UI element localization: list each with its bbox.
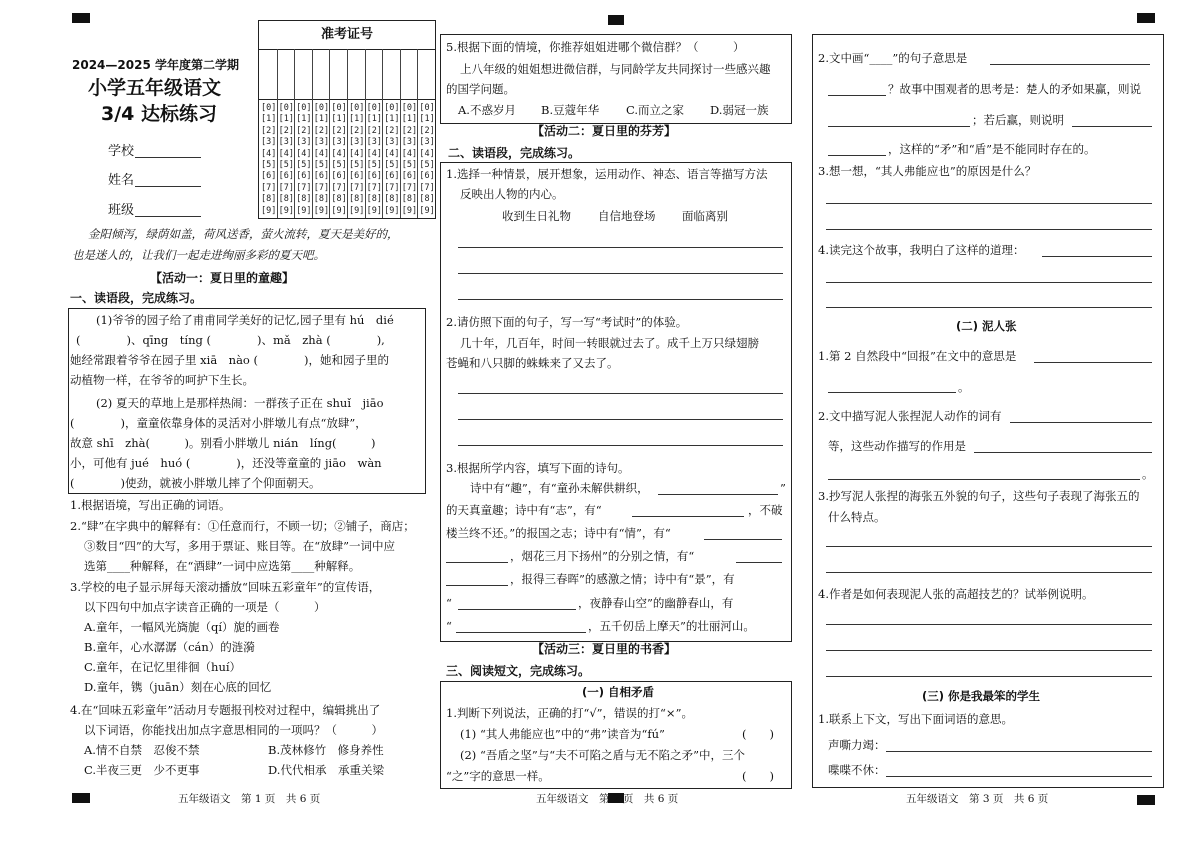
exam-id-column-divider bbox=[417, 49, 418, 218]
question-2: 2.“肆”在字典中的解释有：①任意而行，不顾一切；②铺子，商店； bbox=[70, 519, 415, 533]
answer-line[interactable] bbox=[990, 64, 1150, 65]
exam-id-digit-bubble[interactable]: [8] bbox=[313, 194, 330, 205]
exam-id-digit-bubble[interactable]: [6] bbox=[419, 171, 435, 182]
school-field[interactable] bbox=[135, 157, 201, 158]
exam-id-digit-bubble[interactable]: [3] bbox=[261, 137, 277, 148]
poem-line: “ bbox=[446, 619, 452, 633]
registration-mark bbox=[1137, 795, 1155, 805]
answer-line[interactable] bbox=[828, 95, 886, 96]
exam-id-digit-bubble[interactable]: [3] bbox=[401, 137, 418, 148]
exam-id-digit-bubble[interactable]: [9] bbox=[349, 205, 365, 216]
reading-title: (二) 泥人张 bbox=[956, 319, 1017, 333]
page-footer-1: 五年级语文 第 1 页 共 6 页 bbox=[178, 793, 321, 805]
question-3: 3.学校的电子显示屏每天滚动播放“回味五彩童年”的宣传语， bbox=[70, 580, 381, 594]
answer-paren[interactable]: ( ) bbox=[742, 769, 774, 783]
exam-id-digit-bubble[interactable]: [4] bbox=[296, 148, 312, 159]
exam-id-digit-bubble[interactable]: [0] bbox=[349, 103, 365, 113]
exam-id-digit-bubble[interactable]: [7] bbox=[349, 182, 365, 193]
exam-id-column-divider bbox=[294, 49, 295, 218]
exam-id-grid[interactable] bbox=[258, 20, 436, 219]
exam-id-digit-bubble[interactable]: [8] bbox=[401, 194, 418, 205]
exam-id-digit-bubble[interactable]: [3] bbox=[313, 137, 330, 148]
school-year: 2024—2025 学年度第二学期 bbox=[72, 58, 239, 72]
exam-id-digit-bubble[interactable]: [5] bbox=[384, 160, 400, 170]
exam-id-column-divider bbox=[312, 49, 313, 218]
reading-title: (一) 自相矛盾 bbox=[582, 685, 655, 699]
passage-line: (1)爷爷的园子给了甫甫同学美好的记忆,园子里有 hú dié bbox=[96, 313, 394, 327]
answer-line[interactable] bbox=[826, 229, 1152, 230]
exam-id-digit-bubble[interactable]: [0] bbox=[278, 103, 294, 113]
exam-id-digit-bubble[interactable]: [2] bbox=[419, 125, 435, 136]
exam-id-digit-bubble[interactable]: [5] bbox=[313, 160, 330, 170]
task-2: 2.请仿照下面的句子，写一写“考试时”的体验。 bbox=[446, 315, 688, 329]
registration-mark bbox=[72, 793, 90, 803]
exam-id-title: 准考证号 bbox=[259, 21, 435, 50]
answer-line[interactable] bbox=[826, 650, 1152, 651]
exam-id-digit-bubble[interactable]: [3] bbox=[278, 137, 294, 148]
exam-id-digit-bubble[interactable]: [1] bbox=[296, 114, 312, 125]
exam-id-digit-bubble[interactable]: [9] bbox=[419, 205, 435, 216]
exam-id-digit-bubble[interactable]: [9] bbox=[278, 205, 294, 216]
exam-id-digit-bubble[interactable]: [2] bbox=[331, 125, 347, 136]
period: 。 bbox=[1142, 467, 1154, 481]
exam-id-digit-bubble[interactable]: [2] bbox=[296, 125, 312, 136]
passage-line: ( )使劲，就被小胖墩儿摔了个仰面朝天。 bbox=[70, 476, 321, 490]
answer-line[interactable] bbox=[826, 676, 1152, 677]
exam-id-digit-bubble[interactable]: [4] bbox=[278, 148, 294, 159]
exam-id-digit-bubble[interactable]: [7] bbox=[313, 182, 330, 193]
exam-id-digit-bubble[interactable]: [9] bbox=[296, 205, 312, 216]
answer-line[interactable] bbox=[974, 452, 1152, 453]
exam-id-digit-bubble[interactable]: [8] bbox=[419, 194, 435, 205]
exam-id-digit-bubble[interactable]: [7] bbox=[331, 182, 347, 193]
exam-id-digit-bubble[interactable]: [9] bbox=[384, 205, 400, 216]
exam-id-digit-bubble[interactable]: [0] bbox=[296, 103, 312, 113]
class-label: 班级 bbox=[108, 203, 135, 218]
passage-line: (2) 夏天的草地上是那样热闹：一群孩子正在 shuǐ jiāo bbox=[96, 396, 384, 410]
exam-id-digit-bubble[interactable]: [5] bbox=[419, 160, 435, 170]
exam-id-digit-bubble[interactable]: [5] bbox=[349, 160, 365, 170]
question-5: 5.根据下面的情境，你推荐姐姐进哪个微信群？（ ） bbox=[446, 40, 745, 54]
exam-id-digit-bubble[interactable]: [8] bbox=[349, 194, 365, 205]
exam-id-digit-bubble[interactable]: [2] bbox=[384, 125, 400, 136]
question-2: ？故事中围观者的思考是：楚人的矛如果赢，则说 bbox=[888, 82, 1141, 96]
exam-id-column-divider bbox=[329, 49, 330, 218]
exam-id-digit-bubble[interactable]: [9] bbox=[313, 205, 330, 216]
scenario-option[interactable]: 自信地登场 bbox=[598, 209, 656, 223]
exam-id-digit-bubble[interactable]: [6] bbox=[278, 171, 294, 182]
registration-mark bbox=[72, 13, 90, 23]
answer-line[interactable] bbox=[458, 247, 783, 248]
exam-id-digit-bubble[interactable]: [7] bbox=[296, 182, 312, 193]
exam-id-digit-bubble[interactable]: [1] bbox=[313, 114, 330, 125]
intro-line-1: 金阳倾泻，绿荫如盖，荷风送香，萤火流转，夏天是美好的， bbox=[88, 227, 399, 241]
poem-blank[interactable] bbox=[658, 494, 778, 495]
question-2: 2.文中画“____”的句子意思是 bbox=[818, 51, 968, 65]
answer-line[interactable] bbox=[1010, 422, 1152, 423]
answer-line[interactable] bbox=[826, 307, 1152, 308]
option-d[interactable]: D.代代相承 承重关梁 bbox=[268, 763, 384, 777]
name-field[interactable] bbox=[135, 186, 201, 187]
exam-id-digit-bubble[interactable]: [0] bbox=[401, 103, 418, 113]
reading-title: (三) 你是我最笨的学生 bbox=[922, 689, 1041, 703]
exam-id-digit-bubble[interactable]: [7] bbox=[278, 182, 294, 193]
exam-id-digit-bubble[interactable]: [8] bbox=[384, 194, 400, 205]
answer-line[interactable] bbox=[458, 273, 783, 274]
answer-line[interactable] bbox=[828, 126, 970, 127]
page-footer-3: 五年级语文 第 3 页 共 6 页 bbox=[906, 793, 1049, 805]
poem-line: ，报得三春晖”的感激之情；诗中有“景”，有 bbox=[510, 572, 735, 586]
judge-item: (1) “其人弗能应也”中的“弗”读音为“fú” bbox=[460, 727, 665, 741]
question-3: 3.想一想，“其人弗能应也”的原因是什么？ bbox=[818, 164, 1037, 178]
exam-id-digit-bubble[interactable]: [3] bbox=[296, 137, 312, 148]
passage-line: 她经常跟着爷爷在园子里 xiā nào ( )，她和园子里的 bbox=[70, 353, 389, 367]
reading-3-q1: 1.联系上下文，写出下面词语的意思。 bbox=[818, 712, 1013, 726]
answer-line[interactable] bbox=[826, 624, 1152, 625]
exam-id-digit-bubble[interactable]: [1] bbox=[331, 114, 347, 125]
exam-id-digit-bubble[interactable]: [5] bbox=[401, 160, 418, 170]
vocab-word: 声嘶力竭： bbox=[828, 738, 886, 752]
exam-id-digit-bubble[interactable]: [1] bbox=[401, 114, 418, 125]
exam-id-digit-bubble[interactable]: [9] bbox=[331, 205, 347, 216]
exam-id-digit-bubble[interactable]: [1] bbox=[384, 114, 400, 125]
option-d[interactable]: D.童年，镌（juān）刻在心底的回忆 bbox=[84, 680, 272, 694]
poem-line: “ bbox=[446, 596, 452, 610]
exam-id-digit-bubble[interactable]: [2] bbox=[261, 125, 277, 136]
answer-line[interactable] bbox=[1042, 256, 1152, 257]
answer-line[interactable] bbox=[458, 393, 783, 394]
task-3: 3.根据所学内容，填写下面的诗句。 bbox=[446, 461, 630, 475]
exam-id-digit-bubble[interactable]: [9] bbox=[401, 205, 418, 216]
poem-blank[interactable] bbox=[446, 562, 508, 563]
reading-2-q2: 等，这些动作描写的作用是 bbox=[828, 439, 966, 453]
exam-id-digit-bubble[interactable]: [1] bbox=[366, 114, 382, 125]
option-b[interactable]: B.茂林修竹 修身养性 bbox=[268, 743, 384, 757]
answer-line[interactable] bbox=[1034, 362, 1152, 363]
exam-id-digit-bubble[interactable]: [2] bbox=[401, 125, 418, 136]
poem-blank[interactable] bbox=[456, 632, 586, 633]
poem-line: ，不破 bbox=[748, 503, 783, 517]
task-1: 反映出人物的内心。 bbox=[460, 187, 564, 201]
exam-id-digit-bubble[interactable]: [6] bbox=[296, 171, 312, 182]
exam-id-digit-bubble[interactable]: [0] bbox=[419, 103, 435, 113]
writing-box bbox=[440, 162, 792, 642]
exam-id-digit-bubble[interactable]: [9] bbox=[261, 205, 277, 216]
exam-id-digit-bubble[interactable]: [3] bbox=[349, 137, 365, 148]
reading-2-q4: 4.作者是如何表现泥人张的高超技艺的？试举例说明。 bbox=[818, 587, 1094, 601]
exam-id-digit-bubble[interactable]: [7] bbox=[419, 182, 435, 193]
answer-line[interactable] bbox=[1072, 126, 1152, 127]
question-4: 4.在“回味五彩童年”活动月专题报刊校对过程中，编辑挑出了 bbox=[70, 703, 381, 717]
poem-line: ，烟花三月下扬州”的分别之情，有“ bbox=[510, 549, 695, 563]
answer-line[interactable] bbox=[826, 572, 1152, 573]
question-5-context: 上八年级的姐姐想进微信群，与同龄学友共同探讨一些感兴趣 bbox=[460, 62, 771, 76]
answer-line[interactable] bbox=[458, 299, 783, 300]
activity-3-heading: 【活动三：夏日里的书香】 bbox=[532, 642, 677, 656]
answer-line[interactable] bbox=[828, 479, 1140, 480]
exam-id-digit-bubble[interactable]: [3] bbox=[331, 137, 347, 148]
passage-line: 小，可他有 jué huó ( )，还没等童童的 jiāo wàn bbox=[70, 456, 382, 470]
answer-line[interactable] bbox=[886, 751, 1152, 752]
exam-id-digit-bubble[interactable]: [4] bbox=[331, 148, 347, 159]
exam-id-digit-bubble[interactable]: [6] bbox=[261, 171, 277, 182]
exam-id-column-divider bbox=[347, 49, 348, 218]
option-b[interactable]: B.豆蔻年华 bbox=[541, 103, 600, 117]
exam-id-digit-bubble[interactable]: [2] bbox=[278, 125, 294, 136]
exam-subtitle: 3/4 达标练习 bbox=[101, 103, 217, 125]
option-a[interactable]: A.童年，一幅风光旖旎（qí）旎的画卷 bbox=[84, 620, 280, 634]
exam-id-digit-bubble[interactable]: [1] bbox=[349, 114, 365, 125]
poem-line: ，五千仞岳上摩天”的壮丽河山。 bbox=[588, 619, 755, 633]
task-2-example: 几十年，几百年，时间一转眼就过去了。成千上万只绿翅膀 bbox=[460, 336, 759, 350]
answer-line[interactable] bbox=[826, 203, 1152, 204]
option-c[interactable]: C.半夜三更 少不更事 bbox=[84, 763, 200, 777]
exam-title: 小学五年级语文 bbox=[88, 77, 222, 99]
exam-id-digit-bubble[interactable]: [6] bbox=[384, 171, 400, 182]
task-2-example: 苍蝇和八只脚的蛛蛛来了又去了。 bbox=[446, 356, 619, 370]
exam-id-digit-bubble[interactable]: [4] bbox=[261, 148, 277, 159]
passage-line: 故意 shī zhà( )。别看小胖墩儿 nián líng( ) bbox=[70, 436, 376, 450]
exam-id-column-divider bbox=[277, 49, 278, 218]
option-a[interactable]: A.情不自禁 忍俊不禁 bbox=[84, 743, 200, 757]
reading-2-q3: 什么特点。 bbox=[828, 510, 886, 524]
exam-id-digit-bubble[interactable]: [5] bbox=[366, 160, 382, 170]
name-label: 姓名 bbox=[108, 173, 135, 188]
question-5-context: 的国学问题。 bbox=[446, 82, 515, 96]
answer-line[interactable] bbox=[826, 282, 1152, 283]
vocab-word: 喋喋不休： bbox=[828, 763, 886, 777]
exam-id-digit-bubble[interactable]: [2] bbox=[349, 125, 365, 136]
answer-line[interactable] bbox=[826, 546, 1152, 547]
exam-id-digit-bubble[interactable]: [8] bbox=[366, 194, 382, 205]
poem-line: 的天真童趣；诗中有“志”，有“ bbox=[446, 503, 602, 517]
passage-line: 动植物一样，在爷爷的呵护下生长。 bbox=[70, 373, 254, 387]
passage-line: ( )，童童依靠身体的灵活对小胖墩儿有点“放肆”， bbox=[70, 416, 367, 430]
option-b[interactable]: B.童年，心水潺潺（cán）的涟漪 bbox=[84, 640, 255, 654]
poem-blank[interactable] bbox=[736, 562, 782, 563]
exam-id-digit-bubble[interactable]: [1] bbox=[278, 114, 294, 125]
exam-id-digit-bubble[interactable]: [8] bbox=[261, 194, 277, 205]
task-1: 1.选择一种情景，展开想象，运用动作、神态、语言等描写方法 bbox=[446, 167, 768, 181]
exam-id-digit-bubble[interactable]: [0] bbox=[366, 103, 382, 113]
scenario-option[interactable]: 面临离别 bbox=[682, 209, 728, 223]
question-4: 以下词语，你能找出加点字意思相同的一项吗？（ ） bbox=[84, 723, 383, 737]
exam-id-digit-bubble[interactable]: [8] bbox=[331, 194, 347, 205]
exam-id-digit-bubble[interactable]: [3] bbox=[384, 137, 400, 148]
question-2: ③数目“四”的大写，多用于票证、账目等。在“放肆”一词中应 bbox=[84, 539, 396, 553]
exam-id-digit-bubble[interactable]: [5] bbox=[278, 160, 294, 170]
registration-mark bbox=[608, 15, 624, 25]
reading-2-q3: 3.抄写泥人张捏的海张五外貌的句子，这些句子表现了海张五的 bbox=[818, 489, 1140, 503]
exam-id-digit-bubble[interactable]: [0] bbox=[261, 103, 277, 113]
exam-id-column-divider bbox=[382, 49, 383, 218]
exam-id-digit-bubble[interactable]: [4] bbox=[401, 148, 418, 159]
exam-id-digit-bubble[interactable]: [1] bbox=[261, 114, 277, 125]
activity-1-heading: 【活动一：夏日里的童趣】 bbox=[150, 271, 295, 285]
page-footer-2: 五年级语文 第 2 页 共 6 页 bbox=[536, 793, 679, 805]
judge-question: 1.判断下列说法，正确的打“√”，错误的打“×”。 bbox=[446, 706, 693, 720]
class-field[interactable] bbox=[135, 216, 201, 217]
exam-id-digit-bubble[interactable]: [8] bbox=[278, 194, 294, 205]
question-2: ，这样的“矛”和“盾”是不能同时存在的。 bbox=[888, 142, 1096, 156]
exam-id-column-divider bbox=[400, 49, 401, 218]
exam-id-digit-bubble[interactable]: [5] bbox=[261, 160, 277, 170]
option-c[interactable]: C.而立之家 bbox=[626, 103, 685, 117]
exam-id-digit-bubble[interactable]: [7] bbox=[261, 182, 277, 193]
exam-id-digit-bubble[interactable]: [0] bbox=[313, 103, 330, 113]
exam-id-digit-bubble[interactable]: [7] bbox=[401, 182, 418, 193]
option-c[interactable]: C.童年，在记忆里徘徊（huí） bbox=[84, 660, 242, 674]
exam-id-digit-bubble[interactable]: [3] bbox=[419, 137, 435, 148]
exam-id-digit-bubble[interactable]: [6] bbox=[313, 171, 330, 182]
poem-blank[interactable] bbox=[632, 516, 744, 517]
judge-item: “之”字的意思一样。 bbox=[446, 769, 550, 783]
section-1-heading: 一、读语段，完成练习。 bbox=[70, 291, 203, 305]
question-3: 以下四句中加点字读音正确的一项是（ ） bbox=[84, 600, 326, 614]
reading-2-q1: 1.第 2 自然段中“回报”在文中的意思是 bbox=[818, 349, 1017, 363]
scenario-option[interactable]: 收到生日礼物 bbox=[502, 209, 571, 223]
poem-line: 诗中有“趣”，有“童孙未解供耕织， bbox=[470, 481, 649, 495]
answer-line[interactable] bbox=[458, 419, 783, 420]
reading-2-q2: 2.文中描写泥人张捏泥人动作的词有 bbox=[818, 409, 1002, 423]
exam-id-digit-bubble[interactable]: [6] bbox=[331, 171, 347, 182]
exam-id-digit-bubble[interactable]: [6] bbox=[349, 171, 365, 182]
question-2: 选第____种解释，在“酒肆”一词中应选第____种解释。 bbox=[84, 559, 361, 573]
exam-id-digit-bubble[interactable]: [4] bbox=[349, 148, 365, 159]
exam-id-digit-bubble[interactable]: [2] bbox=[366, 125, 382, 136]
exam-id-digit-bubble[interactable]: [6] bbox=[401, 171, 418, 182]
exam-id-digit-bubble[interactable]: [3] bbox=[366, 137, 382, 148]
intro-line-2: 也是迷人的，让我们一起走进绚丽多彩的夏天吧。 bbox=[72, 248, 325, 262]
exam-id-digit-bubble[interactable]: [8] bbox=[296, 194, 312, 205]
section-2-heading: 二、读语段，完成练习。 bbox=[448, 146, 581, 160]
period: 。 bbox=[958, 380, 970, 394]
exam-id-digit-bubble[interactable]: [1] bbox=[419, 114, 435, 125]
poem-blank[interactable] bbox=[458, 609, 576, 610]
exam-id-digit-bubble[interactable]: [4] bbox=[419, 148, 435, 159]
option-d[interactable]: D.弱冠一族 bbox=[710, 103, 769, 117]
exam-id-column-divider bbox=[365, 49, 366, 218]
poem-blank[interactable] bbox=[446, 585, 508, 586]
question-2: ；若后赢，则说明 bbox=[972, 113, 1064, 127]
poem-line: ，夜静春山空”的幽静春山，有 bbox=[578, 596, 734, 610]
poem-blank[interactable] bbox=[704, 539, 782, 540]
answer-paren[interactable]: ( ) bbox=[742, 727, 774, 741]
exam-id-digit-bubble[interactable]: [5] bbox=[296, 160, 312, 170]
school-label: 学校 bbox=[108, 144, 135, 159]
poem-line: ” bbox=[780, 481, 786, 495]
exam-id-digit-bubble[interactable]: [5] bbox=[331, 160, 347, 170]
poem-line: 楼兰终不还。”的报国之志；诗中有“情”，有“ bbox=[446, 526, 671, 540]
judge-item: (2) “吾盾之坚”与“夫不可陷之盾与无不陷之矛”中，三个 bbox=[460, 748, 745, 762]
exam-id-digit-bubble[interactable]: [2] bbox=[313, 125, 330, 136]
answer-line[interactable] bbox=[828, 155, 886, 156]
activity-2-heading: 【活动二：夏日里的芬芳】 bbox=[532, 124, 677, 138]
passage-line: ( )、qīng tíng ( )、mǎ zhà ( ), bbox=[76, 333, 385, 347]
answer-line[interactable] bbox=[458, 445, 783, 446]
answer-line[interactable] bbox=[828, 392, 956, 393]
exam-id-digit-bubble[interactable]: [9] bbox=[366, 205, 382, 216]
answer-line[interactable] bbox=[886, 776, 1152, 777]
option-a[interactable]: A.不惑岁月 bbox=[458, 103, 516, 117]
exam-id-digit-bubble[interactable]: [7] bbox=[366, 182, 382, 193]
exam-id-digit-bubble[interactable]: [4] bbox=[366, 148, 382, 159]
exam-id-digit-bubble[interactable]: [4] bbox=[384, 148, 400, 159]
exam-id-digit-bubble[interactable]: [6] bbox=[366, 171, 382, 182]
exam-id-digit-bubble[interactable]: [0] bbox=[384, 103, 400, 113]
section-3-heading: 三、阅读短文，完成练习。 bbox=[446, 664, 591, 678]
exam-id-digit-bubble[interactable]: [4] bbox=[313, 148, 330, 159]
exam-id-digit-bubble[interactable]: [7] bbox=[384, 182, 400, 193]
question-1: 1.根据语境，写出正确的词语。 bbox=[70, 498, 231, 512]
exam-id-digit-bubble[interactable]: [0] bbox=[331, 103, 347, 113]
registration-mark bbox=[1137, 13, 1155, 23]
question-4: 4.读完这个故事，我明白了这样的道理： bbox=[818, 243, 1025, 257]
